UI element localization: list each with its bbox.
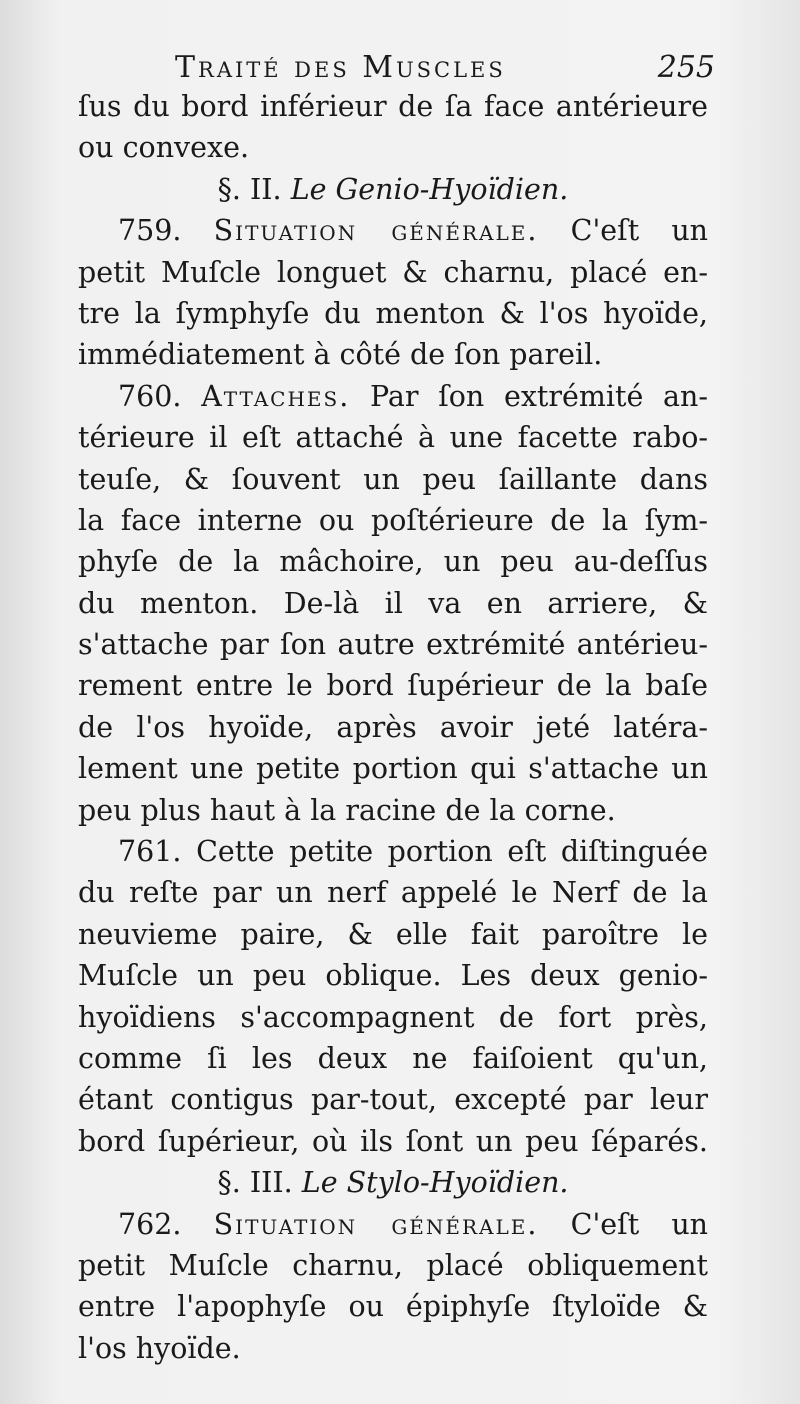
text-line: immédiatement à côté de ſon pareil. (78, 338, 603, 372)
page-number: 255 (657, 50, 715, 85)
text-line: lement une petite portion qui s'attache un (78, 752, 708, 786)
paragraph-label: Attaches. (201, 379, 351, 413)
paragraph-label: Situation générale. (213, 214, 539, 248)
text-line: tre la ſymphyſe du menton & l'os hyoïde, (78, 296, 708, 330)
text-line: Muſcle un peu oblique. Les deux genio- (78, 959, 708, 993)
paragraph-start (78, 831, 708, 872)
page-body (78, 86, 708, 1369)
text-line: entre l'apophyſe ou épiphyſe ſtyloïde & (78, 1290, 708, 1324)
section-number: §. III. (217, 1166, 293, 1200)
text-line: peu plus haut à la racine de la corne. (78, 793, 616, 827)
text-line: térieure il eſt attaché à une facette rabo- (78, 421, 708, 455)
text-line: ſus du bord inférieur de ſa face antérieure (78, 90, 708, 123)
text-line: teuſe, & ſouvent un peu ſaillante dans (78, 462, 708, 496)
text-line: s'attache par ſon autre extrémité antérieu- (78, 628, 708, 662)
text-fragment: Par ſon extrémité an- (370, 379, 709, 413)
text-line: la face interne ou poſtérieure de la ſym- (78, 503, 708, 537)
text-line: du reſte par un nerf appelé le Nerf de la (78, 876, 708, 910)
text-line: hyoïdiens s'accompagnent de fort près, (78, 1000, 708, 1034)
text-line: petit Muſcle longuet & charnu, placé en- (78, 255, 708, 289)
section-title: Le Stylo-Hyoïdien. (301, 1166, 569, 1200)
text-fragment: Cette petite portion eſt diſtinguée (196, 835, 708, 869)
section-title: Le Genio-Hyoïdien. (290, 172, 569, 206)
text-line: neuvieme paire, & elle fait paroître le (78, 917, 708, 951)
text-fragment: C'eſt un (570, 214, 709, 248)
text-line: de l'os hyoïde, après avoir jeté latéra- (78, 710, 708, 744)
paragraph-number: 762. (118, 1207, 182, 1241)
text-line: comme ſi les deux ne faiſoient qu'un, (78, 1041, 708, 1075)
text-line: phyſe de la mâchoire, un peu au-deſſus (78, 545, 708, 579)
text-line: étant contigus par-tout, excepté par leur (78, 1083, 708, 1117)
text-line: l'os hyoïde. (78, 1331, 241, 1365)
text-fragment: C'eſt un (570, 1207, 709, 1241)
paragraph-start (78, 1204, 708, 1245)
paragraph-number: 760. (118, 379, 182, 413)
text-line: bord ſupérieur, où ils ſont un peu ſéparés. (78, 1124, 708, 1158)
text-line: rement entre le bord ſupérieur de la baſe (78, 669, 708, 703)
section-number: §. II. (217, 172, 282, 206)
paragraph-number: 759. (118, 214, 182, 248)
text-line: du menton. De-là il va en arriere, & (78, 586, 708, 620)
text-line: ou convexe. (78, 131, 250, 165)
paragraph-number: 761. (118, 835, 182, 869)
paragraph-label: Situation générale. (213, 1207, 539, 1241)
section-heading (78, 1162, 708, 1203)
text-line: petit Muſcle charnu, placé obliquement (78, 1248, 708, 1282)
running-title: Traité des Muscles (175, 50, 506, 85)
section-heading (78, 169, 708, 210)
paragraph-start (78, 210, 708, 251)
paragraph-start (78, 376, 708, 417)
